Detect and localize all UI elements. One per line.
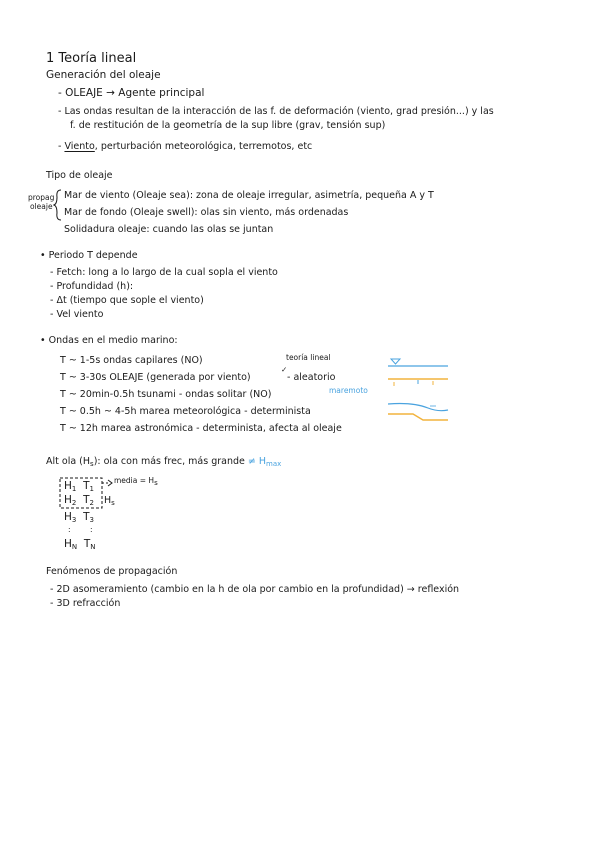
hmax-sub: max bbox=[266, 460, 282, 468]
ht-row bbox=[64, 481, 94, 493]
side-note-propag: propag bbox=[28, 193, 55, 202]
dash: - bbox=[58, 87, 66, 99]
t-label: T bbox=[83, 480, 90, 492]
bullet-ondas-line1: - Las ondas resultan de la interacción de las f. de deformación (viento, grad presión...) y las bbox=[58, 106, 494, 117]
section-heading-tipo: Tipo de oleaje bbox=[46, 170, 113, 181]
tipo-solidadura: Solidadura oleaje: cuando las olas se juntan bbox=[64, 224, 274, 235]
h-sub: 3 bbox=[71, 516, 77, 524]
dots-right: : bbox=[90, 525, 93, 534]
dots-left: : bbox=[68, 525, 71, 534]
section-heading-fenomenos: Fenómenos de propagación bbox=[46, 566, 178, 577]
fenomenos-item: - 3D refracción bbox=[50, 598, 121, 609]
alt-ola-sub: s bbox=[90, 460, 94, 468]
media-sub: s bbox=[154, 479, 158, 487]
maremoto-note: maremoto bbox=[329, 386, 368, 395]
h-sub: 1 bbox=[71, 485, 77, 493]
section-heading-ondas: • Ondas en el medio marino: bbox=[40, 335, 178, 346]
ondas-row: T ~ 0.5h ~ 4-5h marea meteorológica - determinista bbox=[60, 406, 311, 417]
wave-sketches-icon bbox=[388, 354, 452, 434]
bullet-ondas-line2: f. de restitución de la geometría de la sup libre (grav, tensión sup) bbox=[70, 120, 386, 131]
hmax-term bbox=[248, 456, 281, 467]
alt-ola-text: Alt ola (H bbox=[46, 456, 91, 467]
bullet-oleaje bbox=[58, 88, 204, 99]
ondas-row: T ~ 1-5s ondas capilares (NO) bbox=[60, 355, 203, 366]
t-sub: 1 bbox=[89, 485, 94, 493]
h-sub: N bbox=[71, 543, 78, 551]
bullet-viento bbox=[58, 142, 312, 152]
t-label: T bbox=[83, 494, 90, 506]
viento-term: Viento bbox=[64, 141, 95, 152]
t-sub: N bbox=[90, 543, 96, 551]
h-sub: 2 bbox=[71, 499, 77, 507]
periodo-item: - Fetch: long a lo largo de la cual sopla el viento bbox=[50, 267, 278, 278]
neq-text: ≠ H bbox=[247, 456, 267, 467]
t-label: T bbox=[83, 538, 91, 550]
h-label: H bbox=[64, 480, 72, 492]
teoria-lineal-note: teoría lineal bbox=[286, 353, 331, 362]
t-sub: 3 bbox=[89, 516, 94, 524]
h-label: H bbox=[64, 494, 72, 506]
periodo-item: - Δt (tiempo que sople el viento) bbox=[50, 295, 204, 306]
oleaje-term: OLEAJE bbox=[65, 87, 103, 99]
side-note-oleaje: oleaje bbox=[30, 202, 53, 211]
brace-icon bbox=[53, 188, 63, 222]
section-heading-periodo: • Periodo T depende bbox=[40, 250, 138, 261]
media-text: media = H bbox=[114, 476, 155, 485]
ondas-row: T ~ 20min-0.5h tsunami - ondas solitar (NO) bbox=[60, 389, 272, 400]
t-label: T bbox=[83, 511, 90, 523]
periodo-item: - Profundidad (h): bbox=[50, 281, 134, 292]
arrow: → bbox=[102, 87, 119, 99]
ht-row bbox=[64, 539, 96, 551]
alt-ola-line bbox=[46, 457, 281, 468]
tipo-mar-fondo: Mar de fondo (Oleaje swell): olas sin viento, más ordenadas bbox=[64, 207, 349, 218]
ht-row bbox=[64, 495, 94, 507]
fenomenos-item: - 2D asomeramiento (cambio en la h de ola por cambio en la profundidad) → reflexión bbox=[50, 584, 460, 595]
tipo-mar-viento: Mar de viento (Oleaje sea): zona de oleaje irregular, asimetría, pequeña A y T bbox=[64, 190, 434, 201]
h-label: H bbox=[64, 538, 72, 550]
check-mark-icon: ✓ bbox=[281, 365, 288, 374]
t-sub: 2 bbox=[89, 499, 94, 507]
page-title: 1 Teoría lineal bbox=[46, 51, 137, 66]
viento-rest: , perturbación meteorológica, terremotos, etc bbox=[94, 141, 313, 152]
hs-right-label bbox=[104, 496, 115, 507]
dash: - bbox=[58, 141, 65, 152]
hs-right-sub: s bbox=[111, 499, 115, 507]
aleatorio-note: - aleatorio bbox=[287, 372, 336, 383]
ht-row bbox=[64, 512, 94, 524]
hs-right-text: H bbox=[104, 495, 112, 506]
alt-ola-rest: ): ola con más frec, más grande bbox=[93, 456, 245, 467]
h-label: H bbox=[64, 511, 72, 523]
periodo-item: - Vel viento bbox=[50, 309, 104, 320]
ondas-row: T ~ 12h marea astronómica - determinista, afecta al oleaje bbox=[60, 423, 342, 434]
agent-text: Agente principal bbox=[118, 87, 205, 99]
media-label bbox=[114, 477, 158, 487]
ondas-row: T ~ 3-30s OLEAJE (generada por viento) bbox=[60, 372, 251, 383]
section-heading-generacion: Generación del oleaje bbox=[46, 69, 161, 81]
